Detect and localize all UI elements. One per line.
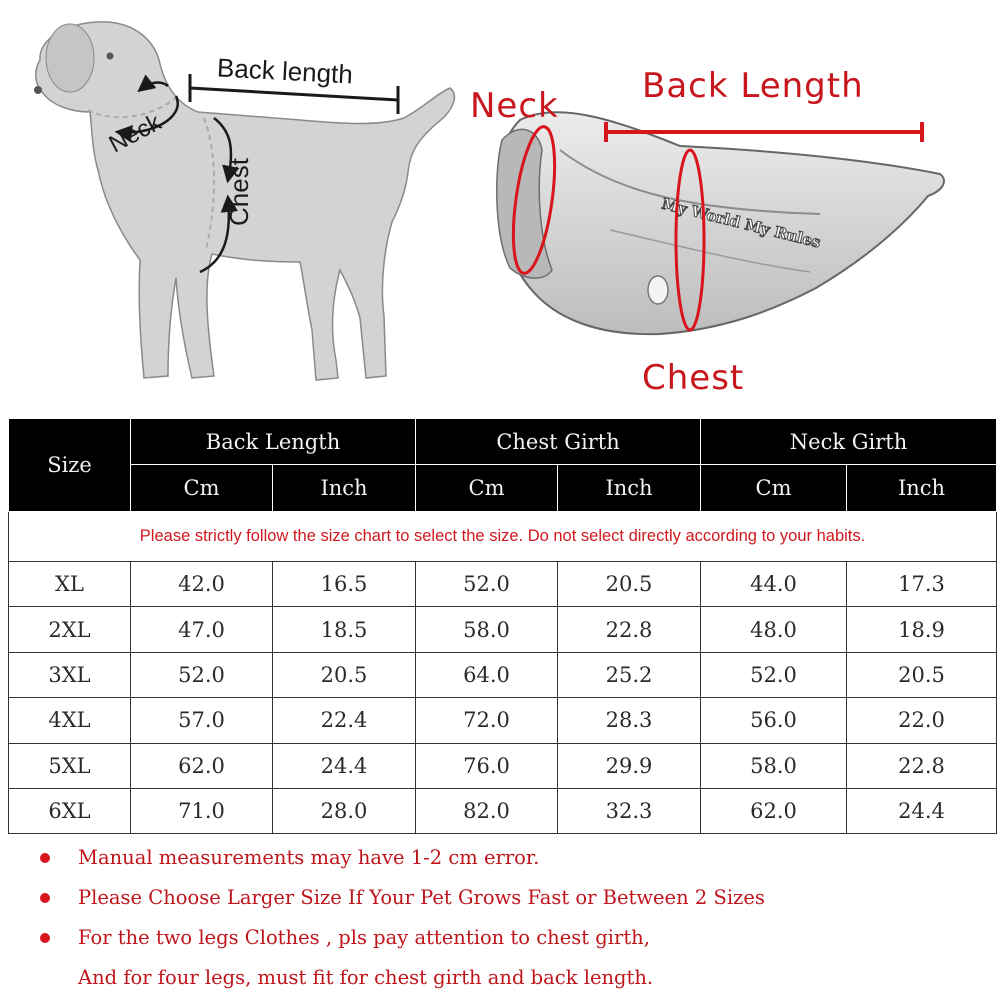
value-cell: 29.9 bbox=[558, 743, 701, 788]
coat-back-length-label: Back Length bbox=[642, 66, 864, 106]
value-cell: 20.5 bbox=[273, 652, 416, 697]
value-cell: 52.0 bbox=[701, 652, 847, 697]
dog-back-length-label: Back length bbox=[216, 52, 354, 90]
note-text: Manual measurements may have 1-2 cm error. bbox=[78, 846, 540, 869]
value-cell: 16.5 bbox=[273, 562, 416, 607]
value-cell: 56.0 bbox=[701, 698, 847, 743]
table-row bbox=[9, 698, 997, 743]
table-row bbox=[9, 743, 997, 788]
value-cell: 24.4 bbox=[847, 788, 997, 833]
value-cell: 47.0 bbox=[131, 607, 273, 652]
note-item bbox=[40, 920, 980, 960]
size-header: Size bbox=[9, 419, 131, 512]
size-cell: 4XL bbox=[9, 698, 131, 743]
value-cell: 72.0 bbox=[416, 698, 558, 743]
value-cell: 32.3 bbox=[558, 788, 701, 833]
note-item bbox=[40, 840, 980, 880]
value-cell: 20.5 bbox=[847, 652, 997, 697]
value-cell: 22.8 bbox=[558, 607, 701, 652]
group-header-neck-girth: Neck Girth bbox=[701, 419, 997, 465]
value-cell: 42.0 bbox=[131, 562, 273, 607]
value-cell: 52.0 bbox=[131, 652, 273, 697]
dog-neck-label: Neck bbox=[104, 108, 166, 159]
group-header-back-length: Back Length bbox=[131, 419, 416, 465]
illustrations bbox=[0, 0, 1000, 410]
value-cell: 44.0 bbox=[701, 562, 847, 607]
value-cell: 57.0 bbox=[131, 698, 273, 743]
value-cell: 28.0 bbox=[273, 788, 416, 833]
bullet-icon bbox=[40, 933, 50, 943]
unit-header: Inch bbox=[273, 465, 416, 512]
value-cell: 62.0 bbox=[701, 788, 847, 833]
table-row bbox=[9, 788, 997, 833]
value-cell: 28.3 bbox=[558, 698, 701, 743]
size-chart-table bbox=[8, 418, 997, 834]
unit-header: Cm bbox=[701, 465, 847, 512]
value-cell: 58.0 bbox=[701, 743, 847, 788]
value-cell: 18.5 bbox=[273, 607, 416, 652]
value-cell: 22.4 bbox=[273, 698, 416, 743]
unit-header: Cm bbox=[131, 465, 273, 512]
value-cell: 62.0 bbox=[131, 743, 273, 788]
table-header bbox=[9, 419, 997, 512]
value-cell: 71.0 bbox=[131, 788, 273, 833]
size-cell: 6XL bbox=[9, 788, 131, 833]
bullet-icon bbox=[40, 853, 50, 863]
note-item bbox=[40, 880, 980, 920]
table-row bbox=[9, 562, 997, 607]
value-cell: 25.2 bbox=[558, 652, 701, 697]
note-text: For the two legs Clothes , pls pay attention to chest girth, bbox=[78, 926, 650, 949]
value-cell: 52.0 bbox=[416, 562, 558, 607]
unit-header: Inch bbox=[558, 465, 701, 512]
coat-neck-label: Neck bbox=[470, 86, 559, 126]
value-cell: 64.0 bbox=[416, 652, 558, 697]
bullet-icon bbox=[40, 893, 50, 903]
dog-chest-label: Chest bbox=[224, 158, 254, 226]
value-cell: 76.0 bbox=[416, 743, 558, 788]
value-cell: 58.0 bbox=[416, 607, 558, 652]
dog-coat bbox=[497, 112, 944, 334]
value-cell: 18.9 bbox=[847, 607, 997, 652]
size-cell: 3XL bbox=[9, 652, 131, 697]
notice-section bbox=[9, 512, 997, 562]
size-cell: XL bbox=[9, 562, 131, 607]
note-text: And for four legs, must fit for chest girth and back length. bbox=[78, 966, 654, 989]
measurement-illustration bbox=[0, 0, 1000, 410]
notes-list bbox=[40, 840, 980, 1000]
value-cell: 20.5 bbox=[558, 562, 701, 607]
value-cell: 22.0 bbox=[847, 698, 997, 743]
note-text: Please Choose Larger Size If Your Pet Grows Fast or Between 2 Sizes bbox=[78, 886, 765, 909]
coat-chest-label: Chest bbox=[642, 358, 745, 398]
table-row bbox=[9, 652, 997, 697]
value-cell: 17.3 bbox=[847, 562, 997, 607]
value-cell: 48.0 bbox=[701, 607, 847, 652]
table-row bbox=[9, 607, 997, 652]
size-notice: Please strictly follow the size chart to select the size. Do not select directly according to your habits. bbox=[9, 512, 997, 562]
size-cell: 2XL bbox=[9, 607, 131, 652]
unit-header: Inch bbox=[847, 465, 997, 512]
group-header-chest-girth: Chest Girth bbox=[416, 419, 701, 465]
value-cell: 24.4 bbox=[273, 743, 416, 788]
note-item bbox=[40, 960, 980, 1000]
size-cell: 5XL bbox=[9, 743, 131, 788]
table-body bbox=[9, 562, 997, 834]
value-cell: 82.0 bbox=[416, 788, 558, 833]
coat-print-text: My World My Rules bbox=[659, 194, 823, 252]
value-cell: 22.8 bbox=[847, 743, 997, 788]
unit-header: Cm bbox=[416, 465, 558, 512]
